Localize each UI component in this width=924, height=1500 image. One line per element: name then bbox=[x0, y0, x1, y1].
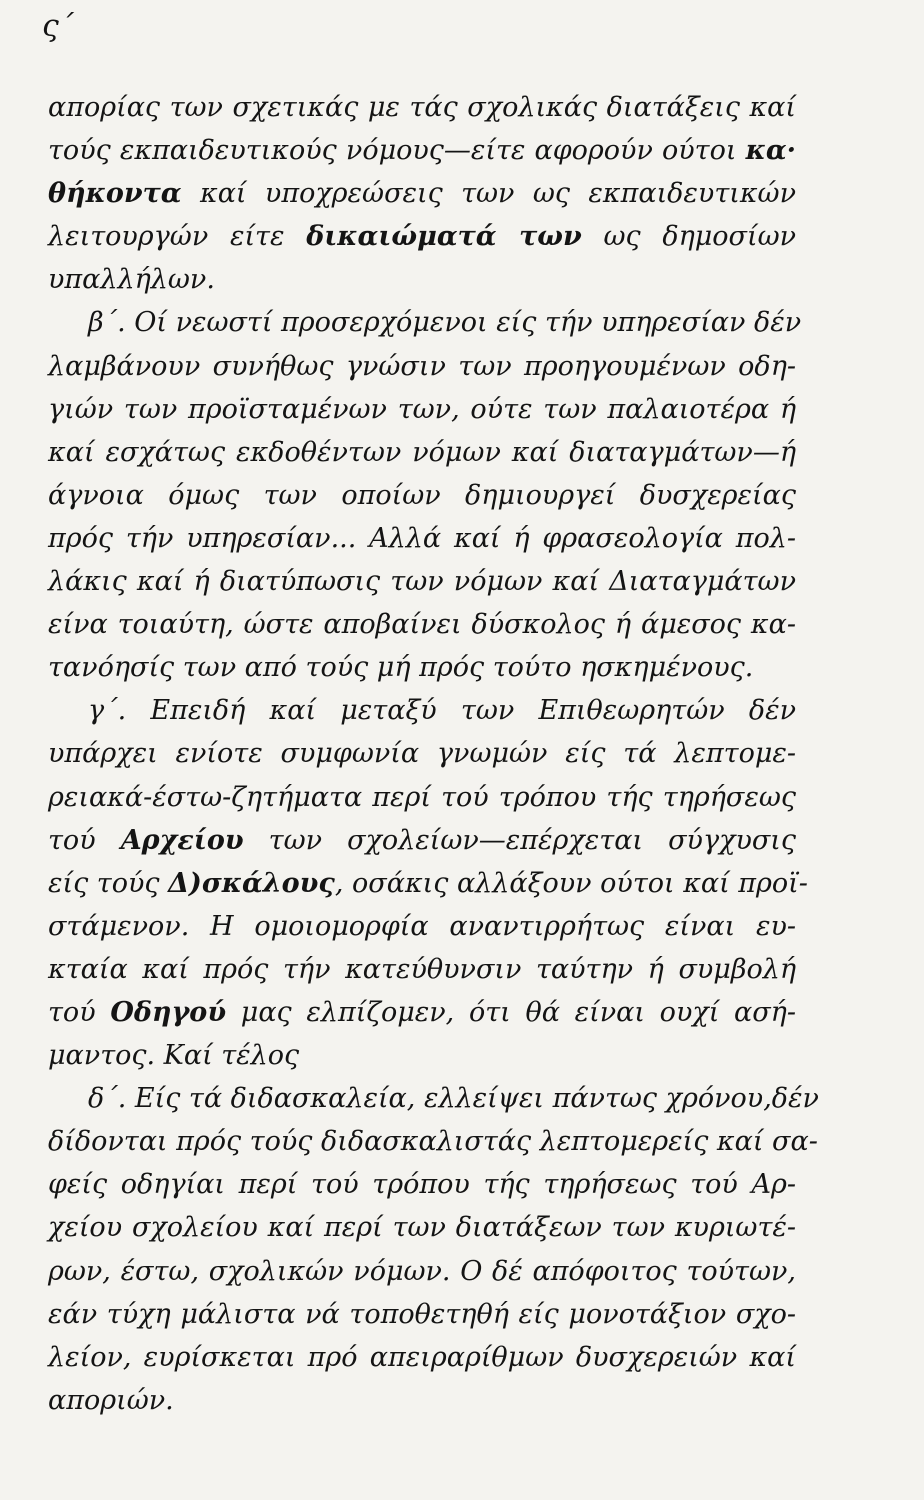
text-segment: λάκις καί ή διατύπωσις των νόμων καί Διαταγμάτων bbox=[48, 566, 796, 598]
text-segment: στάμενον. Η ομοιομορφία αναντιρρήτως είναι ευ- bbox=[48, 910, 796, 942]
text-line bbox=[48, 948, 796, 991]
text-segment: λειτουργών είτε bbox=[48, 221, 307, 253]
text-segment: αποριών. bbox=[48, 1384, 174, 1416]
page-number: ς΄ bbox=[42, 9, 74, 44]
bold-term: θήκοντα bbox=[48, 178, 182, 210]
text-segment: λείον, ευρίσκεται πρό απειραρίθμων δυσχερειών καί bbox=[48, 1341, 796, 1373]
text-segment: υπαλλήλων. bbox=[48, 264, 215, 296]
text-line bbox=[48, 517, 796, 560]
text-line bbox=[48, 1120, 818, 1163]
text-line bbox=[48, 905, 796, 948]
text-segment: απορίας των σχετικάς με τάς σχολικάς διατάξεις καί bbox=[48, 92, 796, 123]
text-line bbox=[48, 1163, 796, 1206]
text-segment: είνα τοιαύτη, ώστε αποβαίνει δύσκολος ή άμεσος κα- bbox=[48, 609, 796, 641]
text-segment: κταία καί πρός τήν κατεύθυνσιν ταύτην ή συμβολή bbox=[48, 953, 796, 985]
text-segment: δίδονται πρός τούς διδασκαλιστάς λεπτομερείς καί σα- bbox=[48, 1126, 818, 1158]
text-segment: πρός τήν υπηρεσίαν... Αλλά καί ή φρασεολογία πολ- bbox=[48, 522, 796, 554]
text-segment: , οσάκις αλλάξουν ούτοι καί προϊ- bbox=[334, 867, 808, 899]
bold-term: δικαιώματά των bbox=[306, 221, 582, 253]
text-line bbox=[48, 560, 796, 603]
bold-term: Δ)σκάλους bbox=[168, 867, 335, 899]
text-segment: τούς εκπαιδευτικούς νόμους—είτε αφορούν ούτοι bbox=[48, 135, 746, 167]
text-line bbox=[48, 1034, 796, 1077]
text-segment: γ΄. Επειδή καί μεταξύ των Επιθεωρητών δέν bbox=[88, 695, 796, 727]
text-line bbox=[48, 474, 796, 517]
text-segment: είς τούς bbox=[48, 867, 169, 899]
text-segment: δ΄. Είς τά διδασκαλεία, ελλείψει πάντως χρόνου,δέν bbox=[88, 1083, 819, 1115]
text-line bbox=[48, 689, 796, 732]
text-line bbox=[48, 991, 796, 1034]
text-line bbox=[48, 1250, 796, 1293]
text-line bbox=[48, 388, 796, 431]
text-segment: β΄. Οί νεωστί προσερχόμενοι είς τήν υπηρεσίαν δέν bbox=[88, 307, 802, 339]
text-line bbox=[48, 862, 808, 905]
text-segment: χείου σχολείου καί περί των διατάξεων των κυριωτέ- bbox=[48, 1212, 796, 1244]
text-segment: ρων, έστω, σχολικών νόμων. Ο δέ απόφοιτος τούτων, bbox=[48, 1255, 796, 1287]
text-line bbox=[48, 1077, 819, 1120]
text-line bbox=[48, 819, 796, 862]
text-line bbox=[48, 732, 796, 775]
text-line bbox=[48, 345, 796, 388]
text-segment: μαντος. Καί τέλος bbox=[48, 1040, 300, 1072]
text-line bbox=[48, 301, 802, 344]
text-line bbox=[48, 646, 796, 689]
text-line bbox=[48, 603, 796, 646]
text-segment: ως δημοσίων bbox=[581, 221, 796, 253]
bold-term: Οδηγού bbox=[110, 996, 227, 1028]
text-segment: ρειακά-έστω-ζητήματα περί τού τρόπου τής τηρήσεως bbox=[48, 781, 796, 813]
text-segment: φείς οδηγίαι περί τού τρόπου τής τηρήσεως τού Αρ- bbox=[48, 1169, 796, 1201]
text-line bbox=[48, 215, 796, 258]
text-line bbox=[48, 258, 796, 301]
text-segment: λαμβάνουν συνήθως γνώσιν των προηγουμένων οδη- bbox=[48, 350, 796, 382]
text-segment: τανόησίς των από τούς μή πρός τούτο ησκημένους. bbox=[48, 652, 754, 684]
text-segment: τού bbox=[48, 824, 121, 856]
text-line bbox=[48, 1293, 796, 1336]
text-segment: καί υποχρεώσεις των ως εκπαιδευτικών bbox=[181, 178, 796, 210]
text-line bbox=[48, 86, 796, 129]
text-segment: μας ελπίζομεν, ότι θά είναι ουχί ασή- bbox=[226, 996, 796, 1028]
text-segment: τού bbox=[48, 996, 111, 1028]
bold-term: Αρχείου bbox=[120, 824, 244, 856]
text-line bbox=[48, 776, 796, 819]
text-segment: των σχολείων—επέρχεται σύγχυσις bbox=[243, 824, 796, 856]
text-segment: καί εσχάτως εκδοθέντων νόμων καί διαταγμάτων—ή bbox=[48, 436, 796, 468]
text-line bbox=[48, 1336, 796, 1379]
body-text bbox=[48, 86, 819, 1422]
text-line bbox=[48, 172, 796, 215]
text-segment: εάν τύχη μάλιστα νά τοποθετηθή είς μονοτάξιον σχο- bbox=[48, 1298, 796, 1330]
text-line bbox=[48, 129, 796, 172]
text-segment: υπάρχει ενίοτε συμφωνία γνωμών είς τά λεπτομε- bbox=[48, 738, 796, 770]
text-line bbox=[48, 1379, 796, 1422]
bold-term: κα· bbox=[745, 135, 796, 167]
text-segment: άγνοια όμως των οποίων δημιουργεί δυσχερείας bbox=[48, 479, 796, 511]
text-line bbox=[48, 1206, 796, 1249]
text-segment: γιών των προϊσταμένων των, ούτε των παλαιοτέρα ή bbox=[48, 393, 796, 425]
text-line bbox=[48, 431, 796, 474]
